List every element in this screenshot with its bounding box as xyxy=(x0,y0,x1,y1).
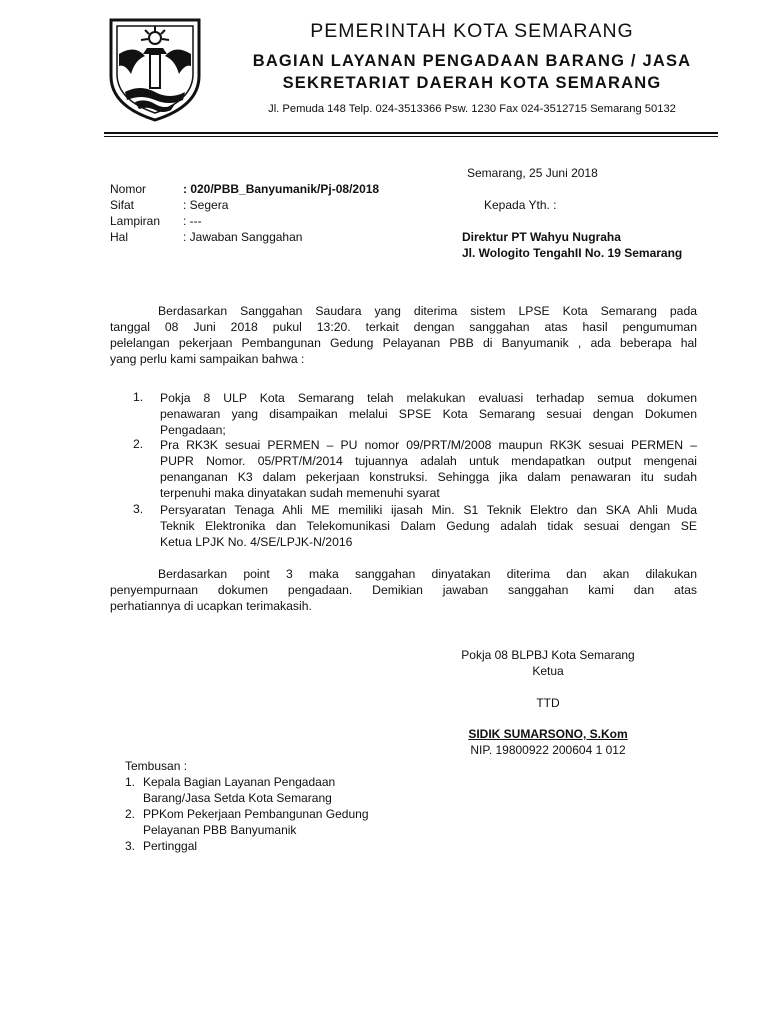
recipient-address: Jl. Wologito TengahII No. 19 Semarang xyxy=(462,246,683,260)
point-line: Pra RK3K sesuai PERMEN – PU nomor 09/PRT/M/2008 maupun RK3K sesuai PERMEN – xyxy=(160,438,697,452)
point-line: Pengadaan; xyxy=(160,423,226,437)
tembusan-item-line: Barang/Jasa Setda Kota Semarang xyxy=(143,791,332,805)
point-line: terpenuhi maka dinyatakan sudah memenuhi syarat xyxy=(160,486,440,500)
point-line: Persyaratan Tenaga Ahli ME memiliki ijasah Min. S1 Teknik Elektro dan SKA Ahli Muda xyxy=(160,503,697,517)
letterhead-department: BAGIAN LAYANAN PENGADAAN BARANG / JASA xyxy=(252,52,692,70)
closing-line: perhatiannya di ucapkan terimakasih. xyxy=(110,599,312,613)
point-item xyxy=(160,390,697,438)
recipient-kepada: Kepada Yth. : xyxy=(484,198,557,212)
sifat-value: : Segera xyxy=(183,198,229,212)
point-number: 3. xyxy=(133,502,144,516)
signature-name: SIDIK SUMARSONO, S.Kom xyxy=(468,727,628,741)
intro-line: pelelangan pekerjaan Pembangunan Gedung Pelayanan PBB di Banyumanik , ada beberapa hal xyxy=(110,336,697,350)
letterhead-secretariat: SEKRETARIAT DAERAH KOTA SEMARANG xyxy=(282,74,662,92)
signature-ttd: TTD xyxy=(536,696,560,710)
lampiran-label: Lampiran xyxy=(110,214,161,228)
tembusan-number: 1. xyxy=(125,775,136,789)
tembusan-title: Tembusan : xyxy=(125,759,188,773)
sifat-label: Sifat xyxy=(110,198,135,212)
closing-line: penyempurnaan dokumen pengadaan. Demikian jawaban sanggahan kami dan atas xyxy=(110,583,697,597)
recipient-name: Direktur PT Wahyu Nugraha xyxy=(462,230,621,244)
tembusan-item-line: Pelayanan PBB Banyumanik xyxy=(143,823,297,837)
hal-label: Hal xyxy=(110,230,129,244)
hal-value: : Jawaban Sanggahan xyxy=(183,230,303,244)
letterhead-rule-thin xyxy=(104,136,718,137)
tembusan-number: 3. xyxy=(125,839,136,853)
tembusan-number: 2. xyxy=(125,807,136,821)
nomor-value: : 020/PBB_Banyumanik/Pj-08/2018 xyxy=(183,182,380,196)
intro-line: tanggal 08 Juni 2018 pukul 13:20. terkait dengan sanggahan atas hasil pengumuman xyxy=(110,320,697,334)
intro-paragraph xyxy=(110,303,697,367)
tembusan-item-line: Pertinggal xyxy=(143,839,198,853)
point-line: Ketua LPJK No. 4/SE/LPJK-N/2016 xyxy=(160,535,353,549)
letterhead-address: Jl. Pemuda 148 Telp. 024-3513366 Psw. 1230 Fax 024-3512715 Semarang 50132 xyxy=(268,103,676,115)
point-item xyxy=(160,502,697,550)
closing-line: Berdasarkan point 3 maka sanggahan dinyatakan diterima dan akan dilakukan xyxy=(158,567,697,581)
nomor-label: Nomor xyxy=(110,182,147,196)
letterhead-rule-thick xyxy=(104,132,718,134)
point-number: 1. xyxy=(133,390,144,404)
intro-line: Berdasarkan Sanggahan Saudara yang diterima sistem LPSE Kota Semarang pada xyxy=(158,304,697,318)
tembusan-item-line: PPKom Pekerjaan Pembangunan Gedung xyxy=(143,807,369,821)
point-line: PUPR Nomor. 05/PRT/M/2014 tujuannya adalah untuk mendapatkan output mengenai xyxy=(160,454,697,468)
signature-role: Ketua xyxy=(532,664,564,678)
semarang-crest-logo xyxy=(105,14,205,124)
point-line: Pokja 8 ULP Kota Semarang telah melakukan evaluasi terhadap semua dokumen xyxy=(160,391,697,405)
intro-line: yang perlu kami sampaikan bahwa : xyxy=(110,352,305,366)
lampiran-value: : --- xyxy=(183,214,202,228)
point-line: penanganan K3 dalam pekerjaan konstruksi. Sehingga jika dalam penawaran itu sudah xyxy=(160,470,697,484)
letterhead-government: PEMERINTAH KOTA SEMARANG xyxy=(310,20,634,42)
signature-org: Pokja 08 BLPBJ Kota Semarang xyxy=(461,648,635,662)
point-item xyxy=(160,437,697,501)
point-number: 2. xyxy=(133,437,144,451)
letter-date: Semarang, 25 Juni 2018 xyxy=(467,166,598,180)
point-line: penawaran yang disampaikan melalui SPSE Kota Semarang sesuai dengan Dokumen xyxy=(160,407,697,421)
point-line: Teknik Elektronika dan Telekomunikasi Dalam Gedung adalah tidak sesuai dengan SE xyxy=(160,519,697,533)
tembusan-item-line: Kepala Bagian Layanan Pengadaan xyxy=(143,775,336,789)
closing-paragraph xyxy=(110,566,697,614)
signature-nip: NIP. 19800922 200604 1 012 xyxy=(470,743,626,757)
